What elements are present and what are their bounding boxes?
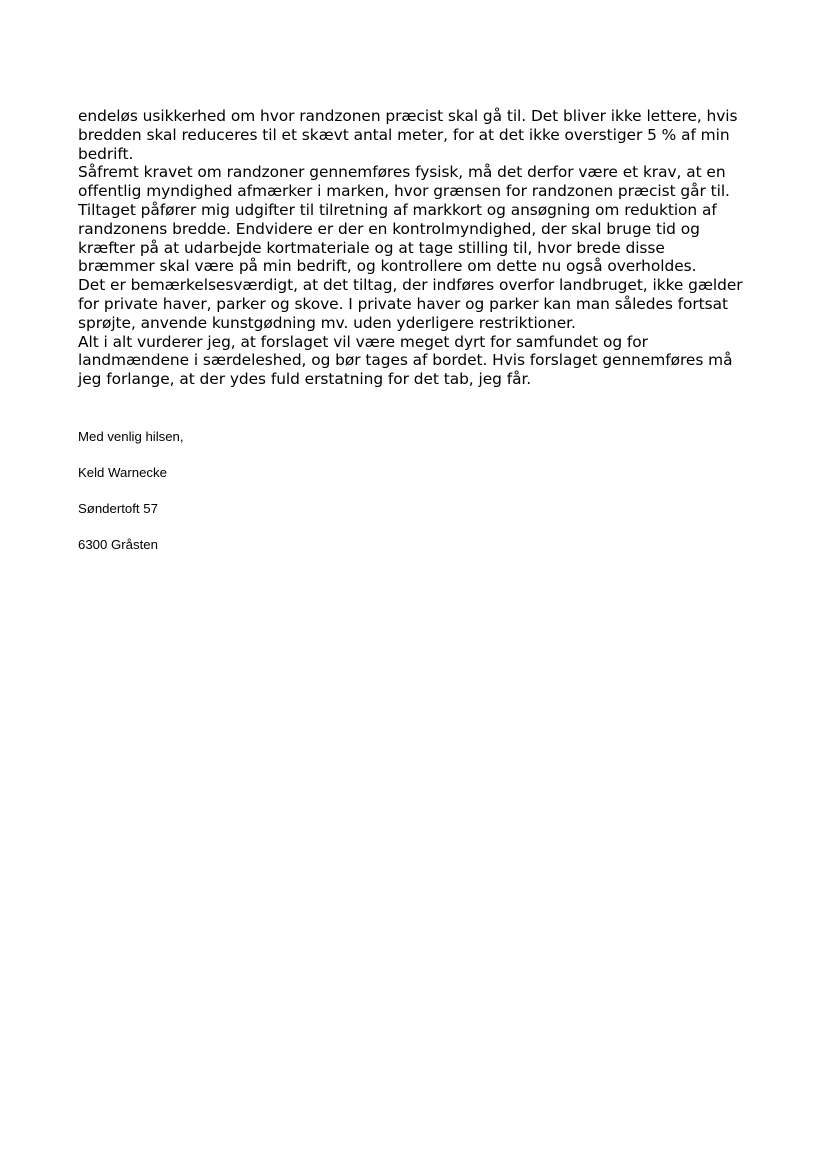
body-line: for private haver, parker og skove. I private haver og parker kan man således fortsat <box>78 294 729 313</box>
body-line: jeg forlange, at der ydes fuld erstatning for det tab, jeg får. <box>78 370 532 389</box>
body-line: kræfter på at udarbejde kortmateriale og at tage stilling til, hvor brede disse <box>78 238 665 257</box>
body-line: randzonens bredde. Endvidere er der en kontrolmyndighed, der skal bruge tid og <box>78 219 700 238</box>
body-line: Såfremt kravet om randzoner gennemføres fysisk, må det derfor være et krav, at en <box>78 163 726 182</box>
body-line: endeløs usikkerhed om hvor randzonen præcist skal gå til. Det bliver ikke lettere, hvis <box>78 107 738 125</box>
signature-block <box>78 428 184 572</box>
sender-street: Søndertoft 57 <box>78 501 158 516</box>
body-line: Det er bemærkelsesværdigt, at det tiltag, der indføres overfor landbruget, ikke gælder <box>78 276 743 295</box>
body-line: offentlig myndighed afmærker i marken, hvor grænsen for randzonen præcist går til. <box>78 182 730 201</box>
body-line: bedrift. <box>78 144 134 163</box>
sender-name: Keld Warnecke <box>78 465 167 480</box>
letter-body <box>78 107 758 389</box>
body-line: Tiltaget påfører mig udgifter til tilretning af markkort og ansøgning om reduktion af <box>78 200 717 219</box>
body-line: landmændene i særdeleshed, og bør tages af bordet. Hvis forslaget gennemføres må <box>78 351 733 370</box>
sender-city: 6300 Gråsten <box>78 537 158 552</box>
body-line: Alt i alt vurderer jeg, at forslaget vil være meget dyrt for samfundet og for <box>78 332 648 351</box>
body-line: sprøjte, anvende kunstgødning mv. uden yderligere restriktioner. <box>78 313 576 332</box>
body-line: bræmmer skal være på min bedrift, og kontrollere om dette nu også overholdes. <box>78 257 697 276</box>
closing-text: Med venlig hilsen, <box>78 429 184 444</box>
body-line: bredden skal reduceres til et skævt antal meter, for at det ikke overstiger 5 % af min <box>78 125 730 144</box>
